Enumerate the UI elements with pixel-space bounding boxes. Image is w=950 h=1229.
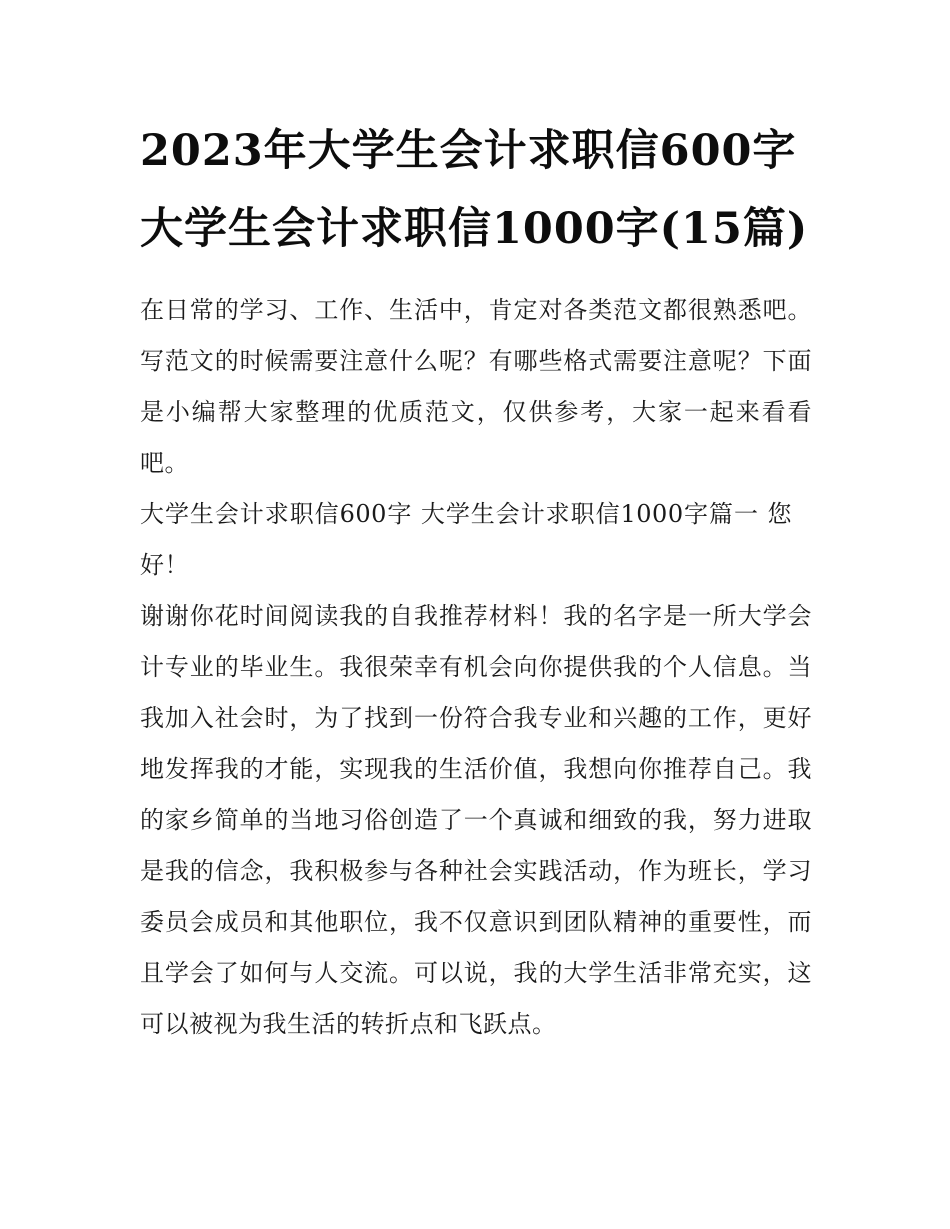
section-heading: 大学生会计求职信600字 大学生会计求职信1000字篇一 您好！ [140,500,792,579]
intro-paragraph: 在日常的学习、工作、生活中，肯定对各类范文都很熟悉吧。写范文的时候需要注意什么呢？有哪些格式需要注意呢？下面是小编帮大家整理的优质范文，仅供参考，大家一起来看看吧。 [140,296,812,477]
document-content [140,112,812,1050]
body-paragraph: 谢谢你花时间阅读我的自我推荐材料！我的名字是一所大学会计专业的毕业生。我很荣幸有机会向你提供我的个人信息。当我加入社会时，为了找到一份符合我专业和兴趣的工作，更好地发挥我的才能，实现我的生活价值，我想向你推荐自己。我的家乡简单的当地习俗创造了一个真诚和细致的我，努力进取是我的信念，我积极参与各种社会实践活动，作为班长，学习委员会成员和其他职位，我不仅意识到团队精神的重要性，而且学会了如何与人交流。可以说，我的大学生活非常充实，这可以被视为我生活的转折点和飞跃点。 [140,602,812,1038]
document-title: 2023年大学生会计求职信600字 大学生会计求职信1000字(15篇) [140,126,809,254]
